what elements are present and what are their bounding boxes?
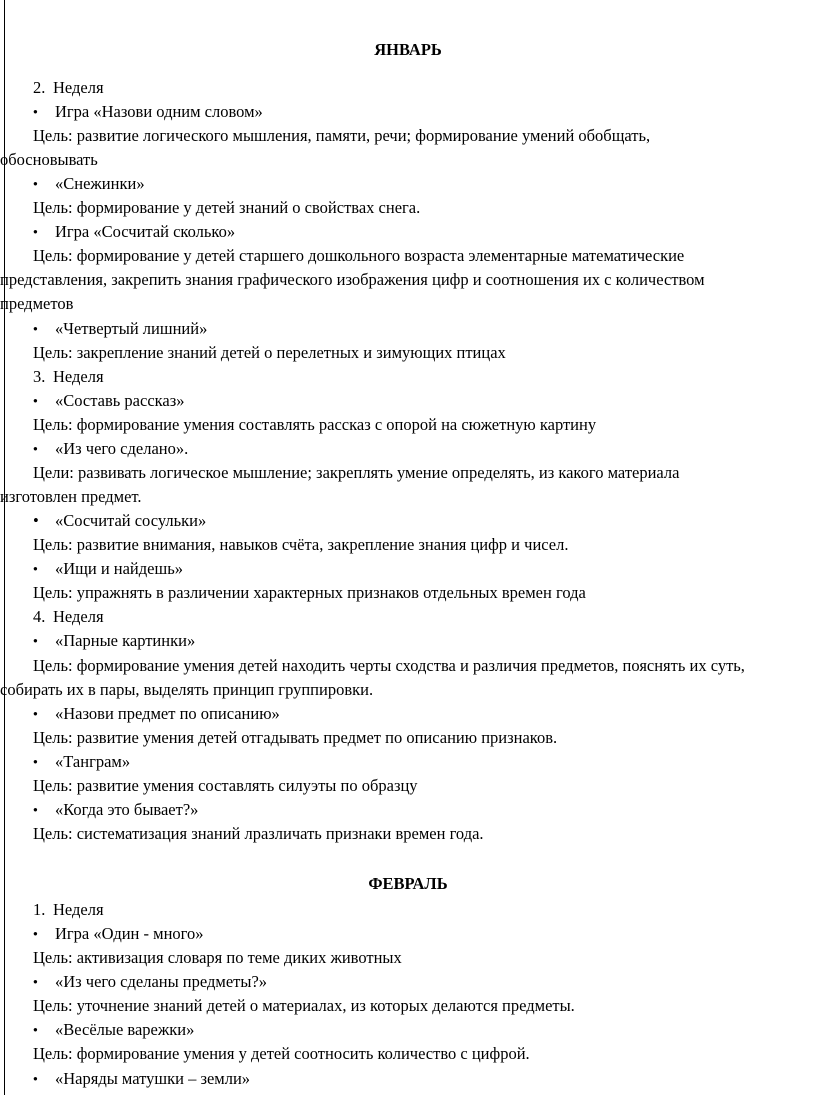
- game-title: «Назови предмет по описанию»: [55, 704, 280, 723]
- bullet-icon: ●: [33, 324, 38, 333]
- week-number: 4.: [33, 607, 46, 626]
- game-goal: Цель: закрепление знаний детей о перелетных и зимующих птицах: [33, 343, 506, 362]
- game-title: «Весёлые варежки»: [55, 1020, 195, 1039]
- game-title: «Сосчитай сосульки»: [55, 511, 207, 530]
- game-goal-continued: предметов: [0, 294, 74, 313]
- game-goal-continued: обосновывать: [0, 150, 98, 169]
- game-title: «Парные картинки»: [55, 631, 196, 650]
- week-heading: [33, 606, 104, 628]
- game-goal: Цель: развитие умения составлять силуэты по образцу: [33, 776, 418, 795]
- game-goal: Цель: активизация словаря по теме диких животных: [33, 948, 402, 967]
- game-goal-continued: изготовлен предмет.: [0, 487, 142, 506]
- week-number: 2.: [33, 78, 46, 97]
- week-heading: [33, 899, 104, 921]
- bullet-icon: ●: [33, 564, 38, 573]
- bullet-icon: ●: [33, 1074, 38, 1083]
- game-title: Игра «Один - много»: [55, 924, 204, 943]
- bullet-icon: ●: [33, 107, 38, 116]
- game-goal: Цель: упражнять в различении характерных признаков отдельных времен года: [33, 583, 586, 602]
- bullet-icon: ●: [33, 757, 38, 766]
- bullet-icon: ●: [33, 444, 38, 453]
- game-title: «Из чего сделано».: [55, 439, 189, 458]
- bullet-icon: ●: [33, 805, 38, 814]
- bullet-icon: ●: [33, 636, 38, 645]
- bullet-icon: ●: [33, 929, 38, 938]
- game-title: «Наряды матушки – земли»: [55, 1069, 251, 1088]
- game-goal: Цель: уточнение знаний детей о материалах, из которых делаются предметы.: [33, 996, 575, 1015]
- game-goal: Цель: развитие умения детей отгадывать предмет по описанию признаков.: [33, 728, 558, 747]
- week-label: Неделя: [53, 367, 104, 386]
- game-title: «Когда это бывает?»: [55, 800, 199, 819]
- game-title: «Ищи и найдешь»: [55, 559, 183, 578]
- game-title: «Составь рассказ»: [55, 391, 185, 410]
- game-goal: Цель: развитие внимания, навыков счёта, закрепление знания цифр и чисел.: [33, 535, 569, 554]
- bullet-icon: ●: [33, 396, 38, 405]
- bullet-icon: •: [33, 511, 39, 530]
- game-goal: Цель: развитие логического мышления, памяти, речи; формирование умений обобщать,: [33, 126, 651, 145]
- week-number: 1.: [33, 900, 46, 919]
- section-title-january: ЯНВАРЬ: [374, 40, 442, 59]
- game-title: Игра «Назови одним словом»: [55, 102, 263, 121]
- week-number: 3.: [33, 367, 46, 386]
- bullet-icon: ●: [33, 977, 38, 986]
- game-goal-continued: представления, закрепить знания графического изображения цифр и соотношения их с количеством: [0, 270, 705, 289]
- game-title: «Четвертый лишний»: [55, 319, 208, 338]
- game-goal: Цель: формирование умения составлять рассказ с опорой на сюжетную картину: [33, 415, 597, 434]
- bullet-icon: ●: [33, 227, 38, 236]
- bullet-icon: ●: [33, 709, 38, 718]
- game-title: «Из чего сделаны предметы?»: [55, 972, 268, 991]
- bullet-icon: ●: [33, 179, 38, 188]
- game-title: «Танграм»: [55, 752, 131, 771]
- week-heading: [33, 77, 104, 99]
- game-goal: Цель: формирование у детей старшего дошкольного возраста элементарные математические: [33, 246, 685, 265]
- week-label: Неделя: [53, 607, 104, 626]
- game-goal: Цель: формирование у детей знаний о свойствах снега.: [33, 198, 421, 217]
- week-label: Неделя: [53, 78, 104, 97]
- game-goal: Цель: формирование умения детей находить черты сходства и различия предметов, пояснять их суть,: [33, 656, 745, 675]
- game-goal-continued: собирать их в пары, выделять принцип группировки.: [0, 680, 374, 699]
- week-label: Неделя: [53, 900, 104, 919]
- game-title: Игра «Сосчитай сколько»: [55, 222, 236, 241]
- bullet-icon: ●: [33, 1025, 38, 1034]
- game-goal: Цель: систематизация знаний лразличать признаки времен года.: [33, 824, 484, 843]
- week-heading: [33, 366, 104, 388]
- game-title: «Снежинки»: [55, 174, 145, 193]
- section-title-february: ФЕВРАЛЬ: [368, 874, 448, 893]
- game-goal: Цель: формирование умения у детей соотносить количество с цифрой.: [33, 1044, 530, 1063]
- game-goal: Цели: развивать логическое мышление; закреплять умение определять, из какого материала: [33, 463, 680, 482]
